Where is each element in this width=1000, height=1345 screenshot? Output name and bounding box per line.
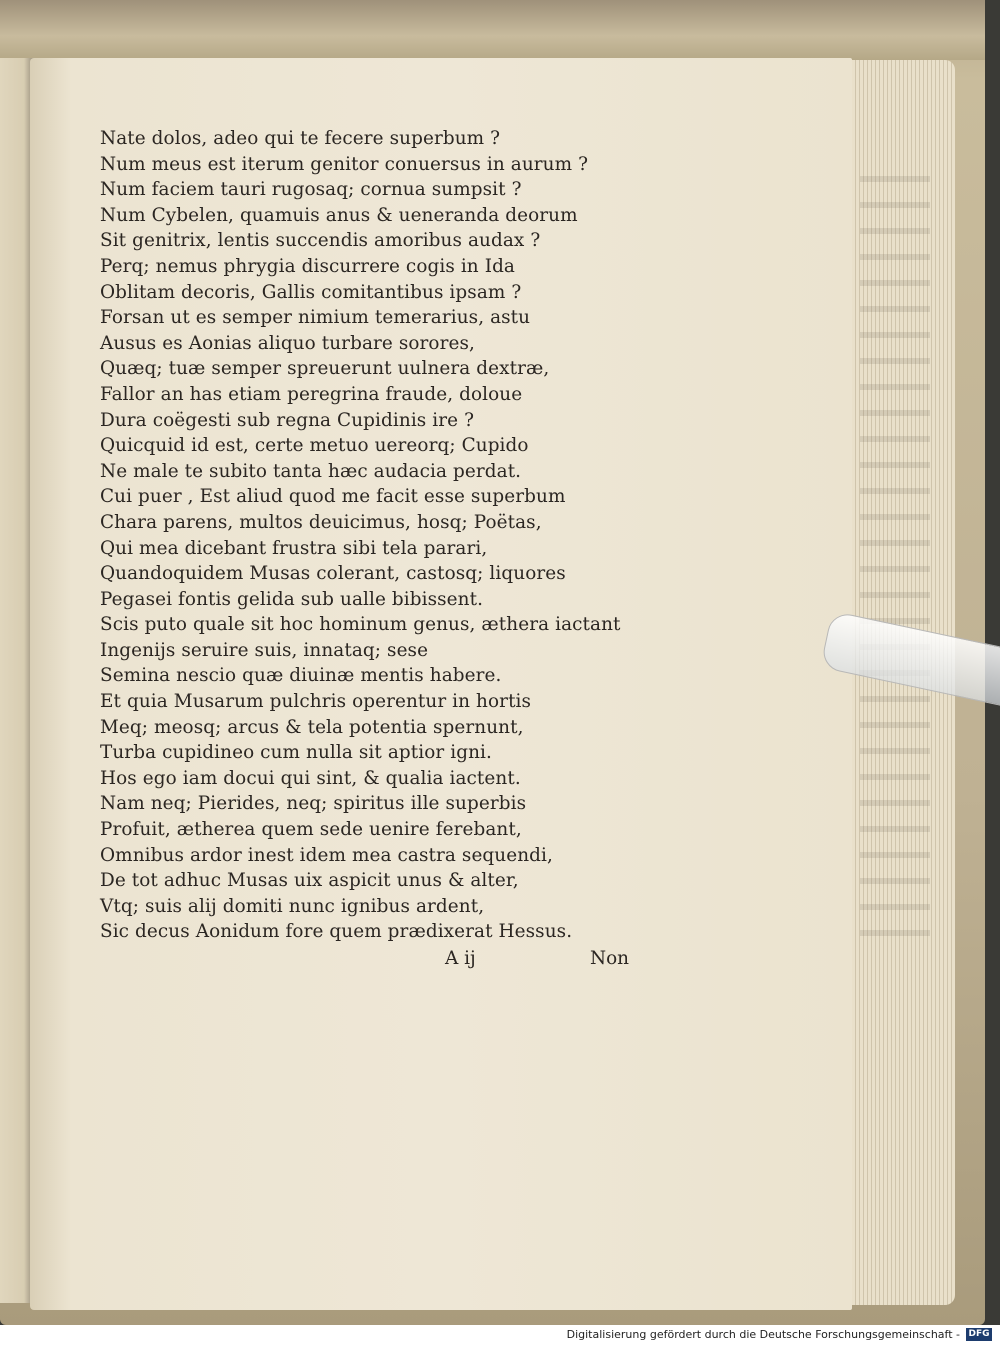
verse-line: Quicquid id est, certe metuo uereorq; Cupido — [100, 435, 529, 457]
verse-line: Perq; nemus phrygia discurrere cogis in Ida — [100, 255, 515, 277]
verse-line: Fallor an has etiam peregrina fraude, doloue — [100, 383, 523, 405]
verse-line: Turba cupidineo cum nulla sit aptior igni. — [100, 742, 492, 764]
verse-line: Num meus est iterum genitor conuersus in aurum ? — [100, 153, 589, 175]
verse-line: Quandoquidem Musas colerant, castosq; liquores — [100, 563, 566, 585]
digitization-footer — [0, 1325, 1000, 1345]
verse-line: Sit genitrix, lentis succendis amoribus audax ? — [100, 230, 541, 252]
verse-block — [100, 126, 660, 945]
verse-line: Hos ego iam docui qui sint, & qualia iactent. — [100, 767, 521, 789]
page-showthrough — [860, 160, 930, 940]
verse-line: Profuit, ætherea quem sede uenire ferebant, — [100, 819, 522, 841]
verse-line: Oblitam decoris, Gallis comitantibus ipsam ? — [100, 281, 522, 303]
verse-line: Semina nescio quæ diuinæ mentis habere. — [100, 665, 502, 687]
verse-line: Num faciem tauri rugosaq; cornua sumpsit ? — [100, 179, 522, 201]
verse-line: Nam neq; Pierides, neq; spiritus ille superbis — [100, 793, 527, 815]
verse-line: Nate dolos, adeo qui te fecere superbum ? — [100, 128, 501, 149]
verse-line: Meq; meosq; arcus & tela potentia spernunt, — [100, 716, 524, 738]
page-footer-line — [100, 948, 660, 974]
verse-line: Cui puer , Est aliud quod me facit esse superbum — [100, 486, 566, 508]
verse-line: Ausus es Aonias aliquo turbare sorores, — [100, 332, 475, 354]
verse-line: Et quia Musarum pulchris operentur in hortis — [100, 691, 532, 713]
verse-line: Forsan ut es semper nimium temerarius, astu — [100, 307, 531, 329]
dfg-logo: DFG — [966, 1328, 992, 1341]
verse-line: Scis puto quale sit hoc hominum genus, æthera iactant — [100, 614, 621, 636]
verse-line: Ingenijs seruire suis, innataq; sese — [100, 639, 429, 661]
catchword: Non — [590, 948, 630, 969]
verse-line: Chara parens, multos deuicimus, hosq; Poëtas, — [100, 511, 542, 533]
verse-line: Omnibus ardor inest idem mea castra sequendi, — [100, 844, 553, 866]
verse-line: Sic decus Aonidum fore quem prædixerat Hessus. — [100, 921, 573, 943]
verse-line: De tot adhuc Musas uix aspicit unus & alter, — [100, 870, 519, 892]
verse-line: Num Cybelen, quamuis anus & ueneranda deorum — [100, 204, 578, 226]
verse-line: Vtq; suis alij domiti nunc ignibus ardent, — [100, 895, 485, 917]
verse-line: Quæq; tuæ semper spreuerunt uulnera dextræ, — [100, 358, 550, 380]
verse-line: Ne male te subito tanta hæc audacia perdat. — [100, 460, 522, 482]
verse-line: Dura coëgesti sub regna Cupidinis ire ? — [100, 409, 475, 431]
signature-mark: A ij — [445, 948, 476, 969]
funding-credit: Digitalisierung gefördert durch die Deutsche Forschungsgemeinschaft - — [566, 1328, 960, 1341]
verse-line: Qui mea dicebant frustra sibi tela parari, — [100, 537, 488, 559]
book-cover-top-edge — [0, 0, 985, 60]
verse-line: Pegasei fontis gelida sub ualle bibissent. — [100, 588, 484, 610]
